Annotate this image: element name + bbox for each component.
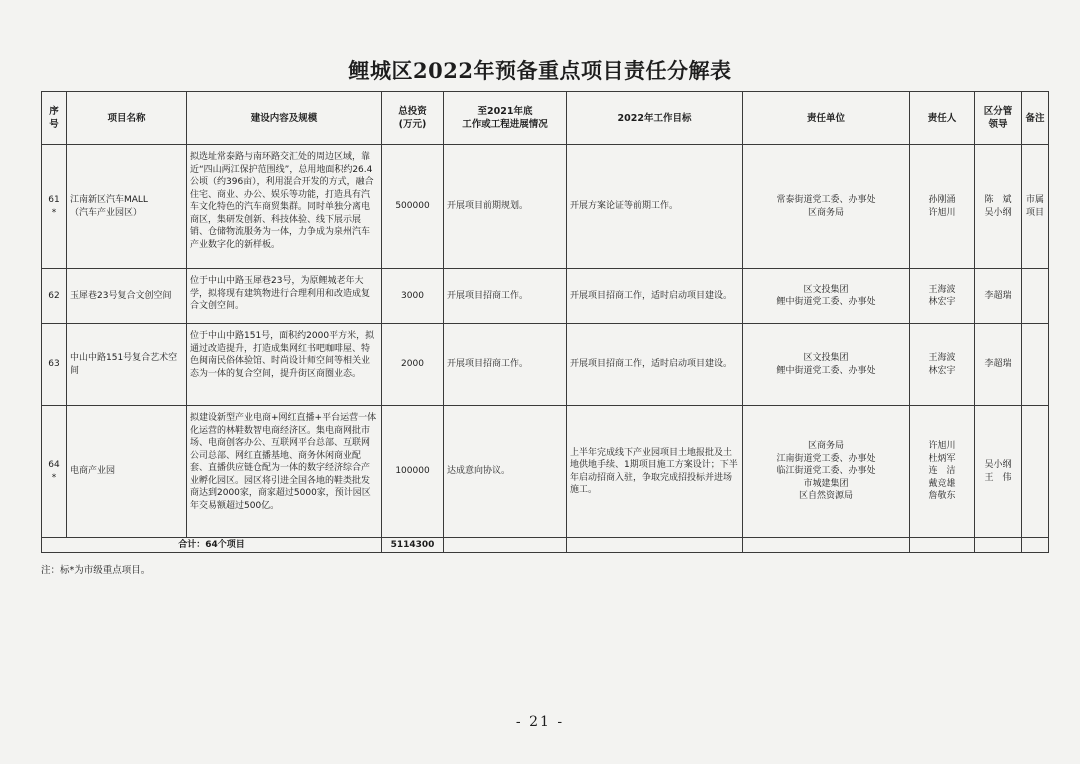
cell-remark <box>1022 269 1049 324</box>
table-header-row <box>42 92 1049 145</box>
cell-investment: 100000 <box>382 406 444 538</box>
cell-person: 许旭川 杜炳军 连 洁 戴竞雄 詹敬东 <box>910 406 975 538</box>
cell-leader: 吴小纲 王 伟 <box>975 406 1022 538</box>
header-leader: 区分管 领导 <box>975 92 1022 145</box>
cell-seq: 61 * <box>42 145 67 269</box>
header-seq: 序号 <box>42 92 67 145</box>
cell-target: 开展方案论证等前期工作。 <box>567 145 743 269</box>
cell-investment: 3000 <box>382 269 444 324</box>
total-empty-cell <box>743 538 910 553</box>
cell-leader: 陈 斌 吴小纲 <box>975 145 1022 269</box>
table-row <box>42 145 1049 269</box>
cell-seq: 63 <box>42 324 67 406</box>
total-empty-cell <box>910 538 975 553</box>
cell-name: 江南新区汽车MALL （汽车产业园区） <box>67 145 187 269</box>
cell-target: 开展项目招商工作，适时启动项目建设。 <box>567 269 743 324</box>
cell-unit: 区商务局 江南街道党工委、办事处 临江街道党工委、办事处 市城建集团 区自然资源局 <box>743 406 910 538</box>
total-investment: 5114300 <box>382 538 444 553</box>
table-row <box>42 406 1049 538</box>
total-empty-cell <box>444 538 567 553</box>
cell-content: 位于中山中路玉犀巷23号，为原鲤城老年大学，拟将现有建筑物进行合理利用和改造成复合文创空间。 <box>187 269 382 324</box>
cell-investment: 2000 <box>382 324 444 406</box>
cell-leader: 李超瑞 <box>975 269 1022 324</box>
page-number: - 21 - <box>515 714 565 730</box>
total-label: 合计：64个项目 <box>42 538 382 553</box>
cell-content: 拟选址常泰路与南环路交汇处的周边区域，靠近“四山两江保护范围线”，总用地面积约26.4公顷（约396亩），利用混合开发的方式，融合住宅、商业、办公、娱乐等功能，打造具有汽车文化特色的汽车商贸集群。同时单独分离电商区，集研发创新、科技体验、线下展示展销、仓储物流服务为一体，力争成为泉州汽车产业数字化的新样板。 <box>187 145 382 269</box>
header-investment: 总投资 (万元) <box>382 92 444 145</box>
total-empty-cell <box>1022 538 1049 553</box>
total-empty-cell <box>567 538 743 553</box>
total-empty-cell <box>975 538 1022 553</box>
cell-content: 位于中山中路151号，面积约2000平方米，拟通过改造提升，打造成集网红书吧咖啡屋、特色闽南民俗体验馆、时尚设计师空间等相关业态为一体的复合空间，提升街区商圈业态。 <box>187 324 382 406</box>
table-row <box>42 324 1049 406</box>
header-unit: 责任单位 <box>743 92 910 145</box>
cell-unit: 区文投集团 鲤中街道党工委、办事处 <box>743 324 910 406</box>
cell-target: 开展项目招商工作，适时启动项目建设。 <box>567 324 743 406</box>
cell-person: 王海波 林宏宇 <box>910 324 975 406</box>
cell-person: 孙刚涌 许旭川 <box>910 145 975 269</box>
cell-leader: 李超瑞 <box>975 324 1022 406</box>
page-title: 鲤城区2022年预备重点项目责任分解表 <box>348 58 732 83</box>
cell-seq: 64 * <box>42 406 67 538</box>
header-progress: 至2021年底 工作或工程进展情况 <box>444 92 567 145</box>
cell-remark <box>1022 406 1049 538</box>
cell-name: 玉犀巷23号复合文创空间 <box>67 269 187 324</box>
header-person: 责任人 <box>910 92 975 145</box>
header-target: 2022年工作目标 <box>567 92 743 145</box>
cell-name: 中山中路151号复合艺术空间 <box>67 324 187 406</box>
cell-progress: 开展项目前期规划。 <box>444 145 567 269</box>
footnote: 注：标*为市级重点项目。 <box>41 565 151 576</box>
cell-person: 王海波 林宏宇 <box>910 269 975 324</box>
cell-seq: 62 <box>42 269 67 324</box>
table-row <box>42 269 1049 324</box>
cell-target: 上半年完成线下产业园项目土地报批及土地供地手续、1期项目施工方案设计；下半年启动招商入驻，争取完成招投标并进场施工。 <box>567 406 743 538</box>
cell-remark <box>1022 324 1049 406</box>
cell-investment: 500000 <box>382 145 444 269</box>
total-row <box>42 538 1049 553</box>
cell-remark: 市属 项目 <box>1022 145 1049 269</box>
cell-content: 拟建设新型产业电商+网红直播+平台运营一体化运营的林鞋数智电商经济区。集电商网批市场、电商创客办公、互联网平台总部、互联网公司总部、网红直播基地、商务休闲商业配套、直播供应链仓配为一体的数字经济综合产业孵化园区。园区将引进全国各地的鞋类批发商达到2000家，商家超过5000家，预计园区年交易额超过500亿。 <box>187 406 382 538</box>
header-name: 项目名称 <box>67 92 187 145</box>
cell-progress: 达成意向协议。 <box>444 406 567 538</box>
cell-unit: 常泰街道党工委、办事处 区商务局 <box>743 145 910 269</box>
header-remark: 备注 <box>1022 92 1049 145</box>
cell-name: 电商产业园 <box>67 406 187 538</box>
responsibility-table <box>41 91 1049 553</box>
cell-progress: 开展项目招商工作。 <box>444 269 567 324</box>
cell-unit: 区文投集团 鲤中街道党工委、办事处 <box>743 269 910 324</box>
cell-progress: 开展项目招商工作。 <box>444 324 567 406</box>
header-content: 建设内容及规模 <box>187 92 382 145</box>
